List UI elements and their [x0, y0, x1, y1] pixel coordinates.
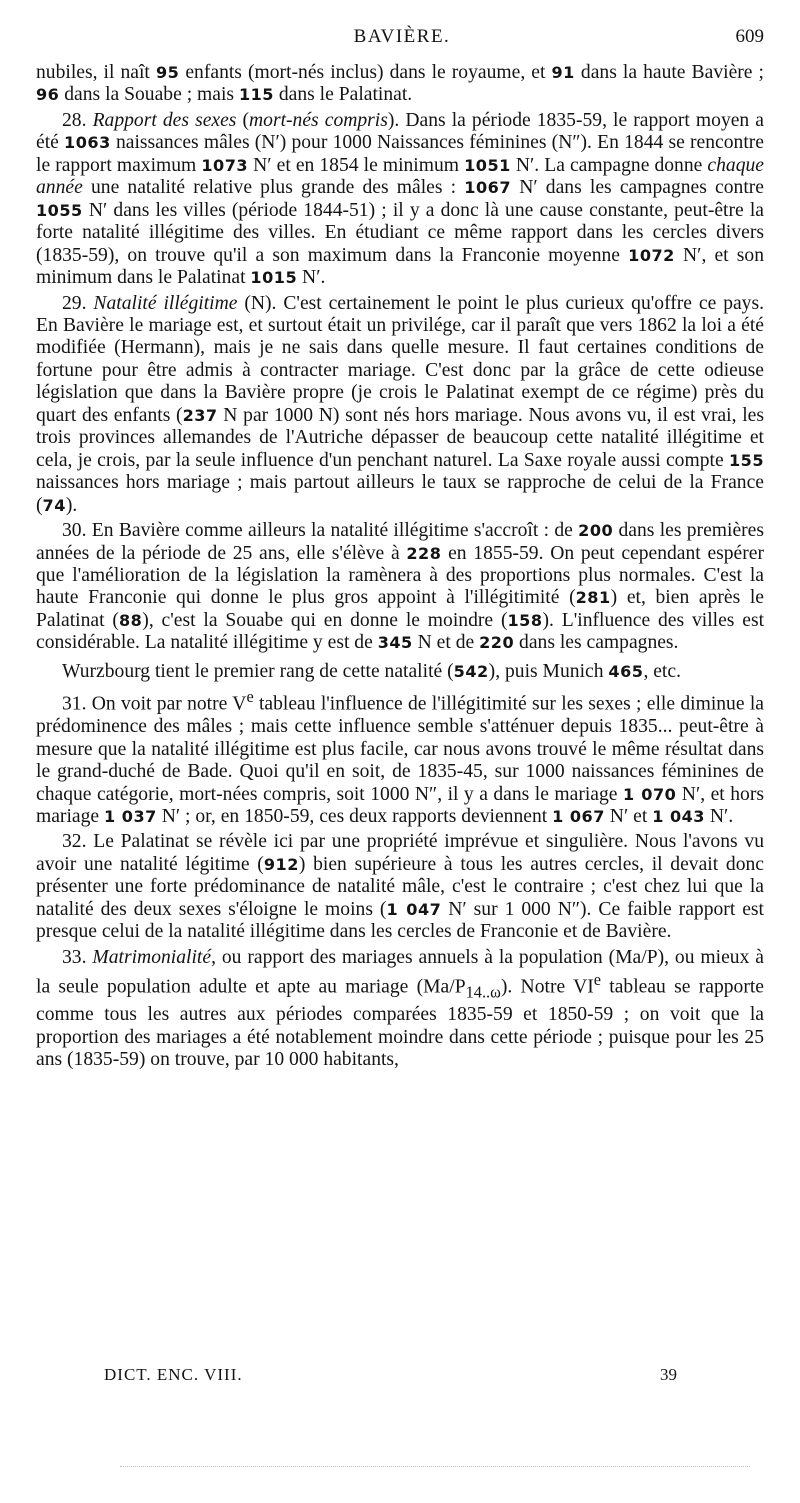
paragraph: 28. Rapport des sexes (mort-nés compris). Dans la période 1835-59, le rapport moyen a été 1063 naissances mâles (N′) pour 1000 Naissances féminines (N″). En 1844 se rencontre le rapport maximum 1073 N′ et en 1854 le minimum 1051 N′. La campagne donne chaque année une natalité relative plus grande des mâles : 1067 N′ dans les campagnes contre 1055 N′ dans les villes (période 1844-51) ; il y a donc là une cause constante, peut-être la forte natalité illégitime des villes. En étudiant ce même rapport dans les cercles divers (1835-59), on trouve qu'il a son maximum dans la Franconie moyenne 1072 N′, et son minimum dans le Palatinat 1015 N′.: [36, 109, 765, 289]
paragraph: Wurzbourg tient le premier rang de cette natalité (542), puis Munich 465, etc.: [62, 660, 681, 682]
paragraph: 32. Le Palatinat se révèle ici par une propriété imprévue et singulière. Nous l'avons vu avoir une natalité légitime (912) bien supérieure à tous les autres cercles, il devait donc présenter une forte prédominance de natalité mâle, c'est le contraire ; c'est chez lui que la natalité des deux sexes s'éloigne le moins (1 047 N′ sur 1 000 N″). Ce faible rapport est presque celui de la natalité illégitime dans les cercles de Franconie et de Bavière.: [36, 831, 764, 943]
paragraph: 30. En Bavière comme ailleurs la natalité illégitime s'accroît : de 200 dans les premières années de la période de 25 ans, elle s'élève à 228 en 1855-59. On peut cependant espérer que l'amélioration de la législation la ramènera à des proportions plus normales. C'est la haute Franconie qui donne le plus gros appoint à l'illégitimité (281) et, bien après le Palatinat (88), c'est la Souabe qui en donne le moindre (158). L'influence des villes est considérable. La natalité illégitime y est de 345 N et de 220 dans les campagnes.: [36, 520, 765, 654]
bottom-rule: [120, 1466, 750, 1469]
page-footer: [104, 1365, 700, 1391]
footer-sheet-number: 39: [660, 1365, 677, 1384]
paragraph: nubiles, il naît 95 enfants (mort-nés inclus) dans le royaume, et 91 dans la haute Bavière ; 96 dans la Souabe ; mais 115 dans le Palatinat.: [36, 62, 764, 106]
paragraph: 31. On voit par notre Ve tableau l'influence de l'illégitimité sur les sexes ; elle diminue la prédominence des mâles ; mais cette influence semble s'atténuer depuis 1835... peut-être à mesure que la natalité illégitime est plus facile, car nous avons trouvé le même résultat dans le grand-duché de Bade. Quoi qu'il en soit, de 1835-45, sur 1000 naissances féminines de chaque catégorie, mort-nées compris, soit 1000 N″, il y a dans le mariage 1 070 N′, et hors mariage 1 037 N′ ; or, en 1850-59, ces deux rapports deviennent 1 067 N′ et 1 043 N′.: [36, 687, 764, 828]
text-body: [36, 62, 764, 1074]
running-head: [40, 26, 764, 56]
page-number: 609: [735, 26, 764, 47]
running-title: BAVIÈRE.: [353, 26, 451, 47]
paragraph: 29. Natalité illégitime (N). C'est certainement le point le plus curieux qu'offre ce pays. En Bavière le mariage est, et surtout était un privilége, car il paraît que vers 1862 la loi a été modifiée (Hermann), mais je ne sais dans quelle mesure. Il faut certaines conditions de fortune pour être admis à contracter mariage. C'est donc par la grâce de cette odieuse législation que dans la Bavière propre (je crois le Palatinat exempt de ce régime) près du quart des enfants (237 N par 1000 N) sont nés hors mariage. Nous avons vu, il est vrai, les trois provinces allemandes de l'Autriche dépasser de beaucoup cette natalité illégitime et cela, je crois, par la seule influence d'un penchant naturel. La Saxe royale aussi compte 155 naissances hors mariage ; mais partout ailleurs le taux se rapproche de celui de la France (74).: [36, 292, 765, 516]
paragraph: 33. Matrimonialité, ou rapport des mariages annuels à la population (Ma/P), ou mieux à la seule population adulte et apte au mariage $(Ma/P_{14..\omega})$. Notre VIe tableau se rapporte comme tous les autres aux périodes comparées 1835-59 et 1850-59 ; on voit que la proportion des mariages a été notablement moindre dans cette période ; puisque pour les 25 ans (1835-59) on trouve, par 10 000 habitants,: [36, 946, 765, 1070]
footer-signature: DICT. ENC. VIII.: [104, 1365, 243, 1384]
